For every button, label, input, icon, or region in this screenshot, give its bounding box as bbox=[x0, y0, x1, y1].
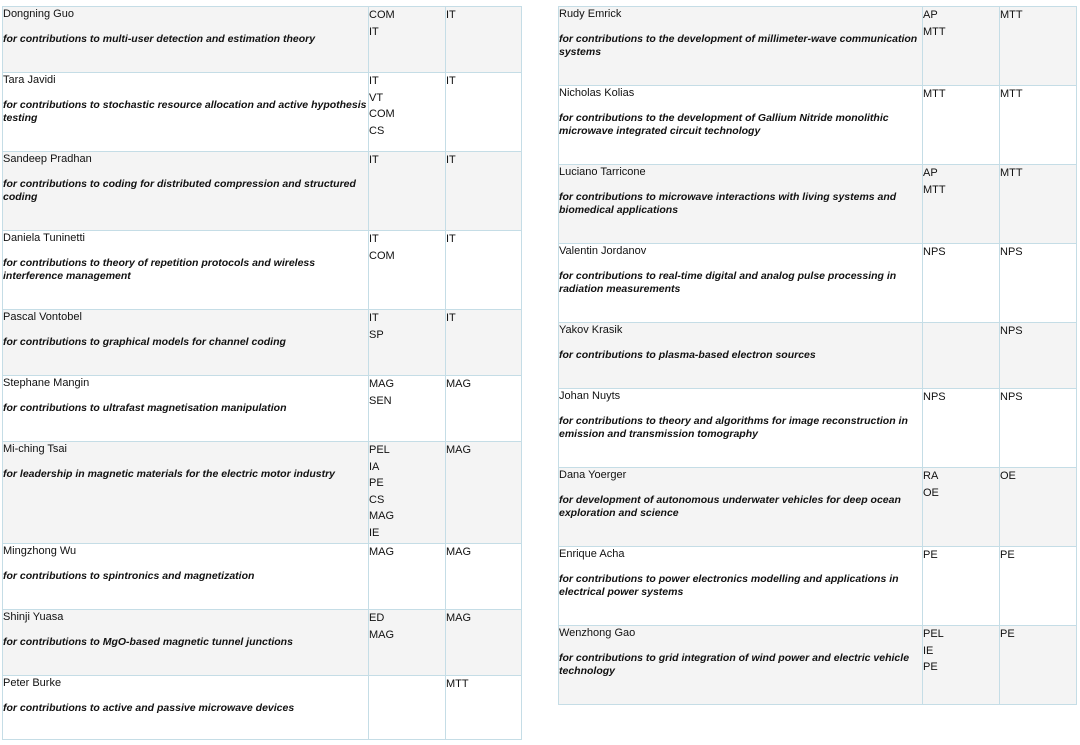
fellow-cell bbox=[559, 165, 923, 244]
society-code: VT bbox=[369, 91, 384, 104]
fellow-name: Yakov Krasik bbox=[559, 324, 623, 336]
fellow-cell bbox=[3, 544, 369, 610]
fellow-citation: for contributions to active and passive microwave devices bbox=[3, 702, 295, 714]
fellow-cell bbox=[3, 610, 369, 676]
fellow-citation: for contributions to MgO-based magnetic tunnel junctions bbox=[3, 636, 293, 648]
fellow-cell bbox=[559, 7, 923, 86]
reviewing-society: MAG bbox=[446, 612, 472, 624]
reviewer-cell bbox=[446, 7, 522, 73]
reviewer-cell bbox=[1000, 389, 1077, 468]
society-code: COM bbox=[369, 108, 395, 120]
society-cell bbox=[923, 389, 1000, 468]
reviewing-society: MTT bbox=[1000, 167, 1023, 179]
fellow-citation: for contributions to ultrafast magnetisation manipulation bbox=[3, 402, 287, 414]
fellow-cell bbox=[3, 73, 369, 152]
society-code: MTT bbox=[923, 88, 946, 100]
fellow-cell bbox=[559, 389, 923, 468]
table-row bbox=[559, 7, 1077, 86]
society-code: MAG bbox=[369, 546, 395, 558]
fellow-cell bbox=[3, 376, 369, 442]
fellow-citation: for contributions to coding for distributed compression and structured coding bbox=[3, 178, 356, 203]
fellow-name: Shinji Yuasa bbox=[3, 611, 64, 623]
fellow-name: Sandeep Pradhan bbox=[3, 153, 92, 165]
society-cell bbox=[369, 152, 446, 231]
fellow-name: Wenzhong Gao bbox=[559, 627, 636, 639]
table-row bbox=[3, 231, 522, 310]
fellow-citation: for leadership in magnetic materials for the electric motor industry bbox=[3, 468, 336, 480]
society-code: SP bbox=[369, 328, 384, 341]
reviewing-society: IT bbox=[446, 9, 456, 21]
fellow-citation: for contributions to stochastic resource allocation and active hypothesis testing bbox=[3, 99, 367, 124]
reviewer-cell bbox=[446, 310, 522, 376]
reviewing-society: NPS bbox=[1000, 325, 1023, 337]
fellow-cell bbox=[3, 310, 369, 376]
reviewing-society: NPS bbox=[1000, 391, 1023, 403]
society-cell bbox=[369, 544, 446, 610]
fellow-cell bbox=[559, 626, 923, 705]
society-code: IE bbox=[923, 644, 934, 657]
reviewing-society: IT bbox=[446, 312, 456, 324]
fellow-citation: for contributions to graphical models for channel coding bbox=[3, 336, 286, 348]
society-code: MTT bbox=[923, 183, 946, 196]
society-code: SEN bbox=[369, 394, 392, 407]
reviewer-cell bbox=[446, 231, 522, 310]
table-row bbox=[559, 389, 1077, 468]
reviewer-cell bbox=[1000, 86, 1077, 165]
society-code: MAG bbox=[369, 510, 395, 522]
fellow-name: Luciano Tarricone bbox=[559, 166, 646, 178]
reviewing-society: PE bbox=[1000, 628, 1015, 640]
table-row bbox=[3, 376, 522, 442]
fellow-cell bbox=[3, 7, 369, 73]
table-row bbox=[559, 547, 1077, 626]
society-code: PE bbox=[369, 477, 384, 489]
fellow-name: Mi-ching Tsai bbox=[3, 443, 67, 455]
fellow-cell bbox=[559, 323, 923, 389]
fellow-cell bbox=[3, 442, 369, 544]
society-code: ED bbox=[369, 612, 385, 624]
society-cell bbox=[369, 676, 446, 740]
fellow-citation: for contributions to microwave interactions with living systems and biomedical applications bbox=[559, 191, 897, 216]
fellow-citation: for contributions to real-time digital and analog pulse processing in radiation measurements bbox=[559, 270, 897, 295]
reviewing-society: IT bbox=[446, 233, 456, 245]
reviewer-cell bbox=[1000, 323, 1077, 389]
table-row bbox=[559, 86, 1077, 165]
table-row bbox=[3, 73, 522, 152]
society-code: MAG bbox=[369, 378, 395, 390]
reviewing-society: NPS bbox=[1000, 246, 1023, 258]
fellow-name: Enrique Acha bbox=[559, 548, 625, 560]
society-code: OE bbox=[923, 486, 939, 499]
table-row bbox=[3, 152, 522, 231]
society-cell bbox=[923, 468, 1000, 547]
fellow-cell bbox=[3, 231, 369, 310]
fellow-name: Pascal Vontobel bbox=[3, 311, 82, 323]
fellow-citation: for contributions to the development of Gallium Nitride monolithic microwave integrated circuit technology bbox=[559, 112, 889, 137]
society-code: PE bbox=[923, 661, 938, 673]
reviewing-society: MTT bbox=[1000, 9, 1023, 21]
fellow-citation: for contributions to plasma-based electron sources bbox=[559, 349, 816, 361]
reviewing-society: MTT bbox=[1000, 88, 1023, 100]
fellow-name: Johan Nuyts bbox=[559, 390, 621, 402]
fellow-citation: for contributions to spintronics and magnetization bbox=[3, 570, 255, 582]
fellow-name: Nicholas Kolias bbox=[559, 87, 635, 99]
reviewer-cell bbox=[1000, 547, 1077, 626]
society-code: IT bbox=[369, 233, 379, 245]
table-row bbox=[559, 244, 1077, 323]
society-code: IT bbox=[369, 75, 379, 87]
fellow-name: Daniela Tuninetti bbox=[3, 232, 85, 244]
society-cell bbox=[369, 231, 446, 310]
society-code: RA bbox=[923, 470, 939, 482]
reviewer-cell bbox=[446, 442, 522, 544]
table-row bbox=[559, 323, 1077, 389]
fellow-citation: for development of autonomous underwater vehicles for deep ocean exploration and science bbox=[559, 494, 901, 519]
society-cell bbox=[923, 86, 1000, 165]
fellow-name: Dana Yoerger bbox=[559, 469, 627, 481]
reviewing-society: PE bbox=[1000, 549, 1015, 561]
society-cell bbox=[923, 323, 1000, 389]
society-cell bbox=[923, 7, 1000, 86]
table-row bbox=[3, 310, 522, 376]
table-row bbox=[559, 468, 1077, 547]
fellow-name: Rudy Emrick bbox=[559, 8, 622, 20]
fellow-name: Stephane Mangin bbox=[3, 377, 90, 389]
society-cell bbox=[369, 376, 446, 442]
society-cell bbox=[923, 165, 1000, 244]
society-cell bbox=[923, 547, 1000, 626]
society-code: IE bbox=[369, 526, 380, 539]
fellow-cell bbox=[559, 86, 923, 165]
table-row bbox=[559, 626, 1077, 705]
fellow-citation: for contributions to power electronics modelling and applications in electrical power systems bbox=[559, 573, 899, 598]
fellow-cell bbox=[559, 468, 923, 547]
society-code: CS bbox=[369, 124, 385, 137]
society-code: IT bbox=[369, 312, 379, 324]
fellow-cell bbox=[559, 244, 923, 323]
fellow-cell bbox=[559, 547, 923, 626]
fellow-cell bbox=[3, 152, 369, 231]
society-cell bbox=[369, 310, 446, 376]
society-code: CS bbox=[369, 493, 385, 506]
fellow-name: Valentin Jordanov bbox=[559, 245, 647, 257]
society-code: COM bbox=[369, 249, 395, 262]
fellow-citation: for contributions to grid integration of wind power and electric vehicle technology bbox=[559, 652, 910, 677]
reviewing-society: MAG bbox=[446, 546, 472, 558]
fellow-citation: for contributions to the development of millimeter-wave communication systems bbox=[559, 33, 918, 58]
fellow-citation: for contributions to theory and algorithms for image reconstruction in emission and transmission tomography bbox=[559, 415, 908, 440]
fellow-citation: for contributions to theory of repetition protocols and wireless interference management bbox=[3, 257, 316, 282]
reviewing-society: IT bbox=[446, 154, 456, 166]
fellow-citation: for contributions to multi-user detection and estimation theory bbox=[3, 33, 316, 45]
society-code: PE bbox=[923, 549, 938, 561]
reviewer-cell bbox=[1000, 626, 1077, 705]
fellows-table-left bbox=[2, 6, 522, 740]
fellows-table-right bbox=[558, 6, 1077, 705]
fellow-name: Mingzhong Wu bbox=[3, 545, 77, 557]
society-code: IA bbox=[369, 460, 380, 473]
reviewing-society: MAG bbox=[446, 444, 472, 456]
reviewing-society: OE bbox=[1000, 470, 1016, 482]
reviewer-cell bbox=[446, 376, 522, 442]
table-row bbox=[3, 544, 522, 610]
fellow-name: Dongning Guo bbox=[3, 8, 74, 20]
fellow-name: Peter Burke bbox=[3, 677, 62, 689]
society-cell bbox=[369, 73, 446, 152]
society-code: PEL bbox=[923, 628, 944, 640]
reviewing-society: IT bbox=[446, 75, 456, 87]
reviewer-cell bbox=[446, 152, 522, 231]
society-code: PEL bbox=[369, 444, 390, 456]
society-code: AP bbox=[923, 167, 938, 179]
society-code: AP bbox=[923, 9, 938, 21]
society-cell bbox=[369, 610, 446, 676]
table-row bbox=[3, 676, 522, 740]
reviewer-cell bbox=[1000, 244, 1077, 323]
fellow-name: Tara Javidi bbox=[3, 74, 56, 86]
reviewer-cell bbox=[446, 610, 522, 676]
society-cell bbox=[923, 626, 1000, 705]
society-code: COM bbox=[369, 9, 395, 21]
society-code: IT bbox=[369, 154, 379, 166]
society-cell bbox=[369, 442, 446, 544]
reviewer-cell bbox=[1000, 7, 1077, 86]
reviewer-cell bbox=[1000, 468, 1077, 547]
table-row bbox=[559, 165, 1077, 244]
reviewer-cell bbox=[446, 676, 522, 740]
society-code: MTT bbox=[923, 25, 946, 38]
reviewer-cell bbox=[446, 544, 522, 610]
society-cell bbox=[923, 244, 1000, 323]
table-row bbox=[3, 7, 522, 73]
table-row bbox=[3, 442, 522, 544]
fellow-cell bbox=[3, 676, 369, 740]
reviewing-society: MAG bbox=[446, 378, 472, 390]
society-code: NPS bbox=[923, 391, 946, 403]
society-code: NPS bbox=[923, 246, 946, 258]
reviewing-society: MTT bbox=[446, 678, 469, 690]
society-code: MAG bbox=[369, 628, 395, 641]
reviewer-cell bbox=[1000, 165, 1077, 244]
table-row bbox=[3, 610, 522, 676]
society-cell bbox=[369, 7, 446, 73]
reviewer-cell bbox=[446, 73, 522, 152]
society-code: IT bbox=[369, 25, 379, 38]
